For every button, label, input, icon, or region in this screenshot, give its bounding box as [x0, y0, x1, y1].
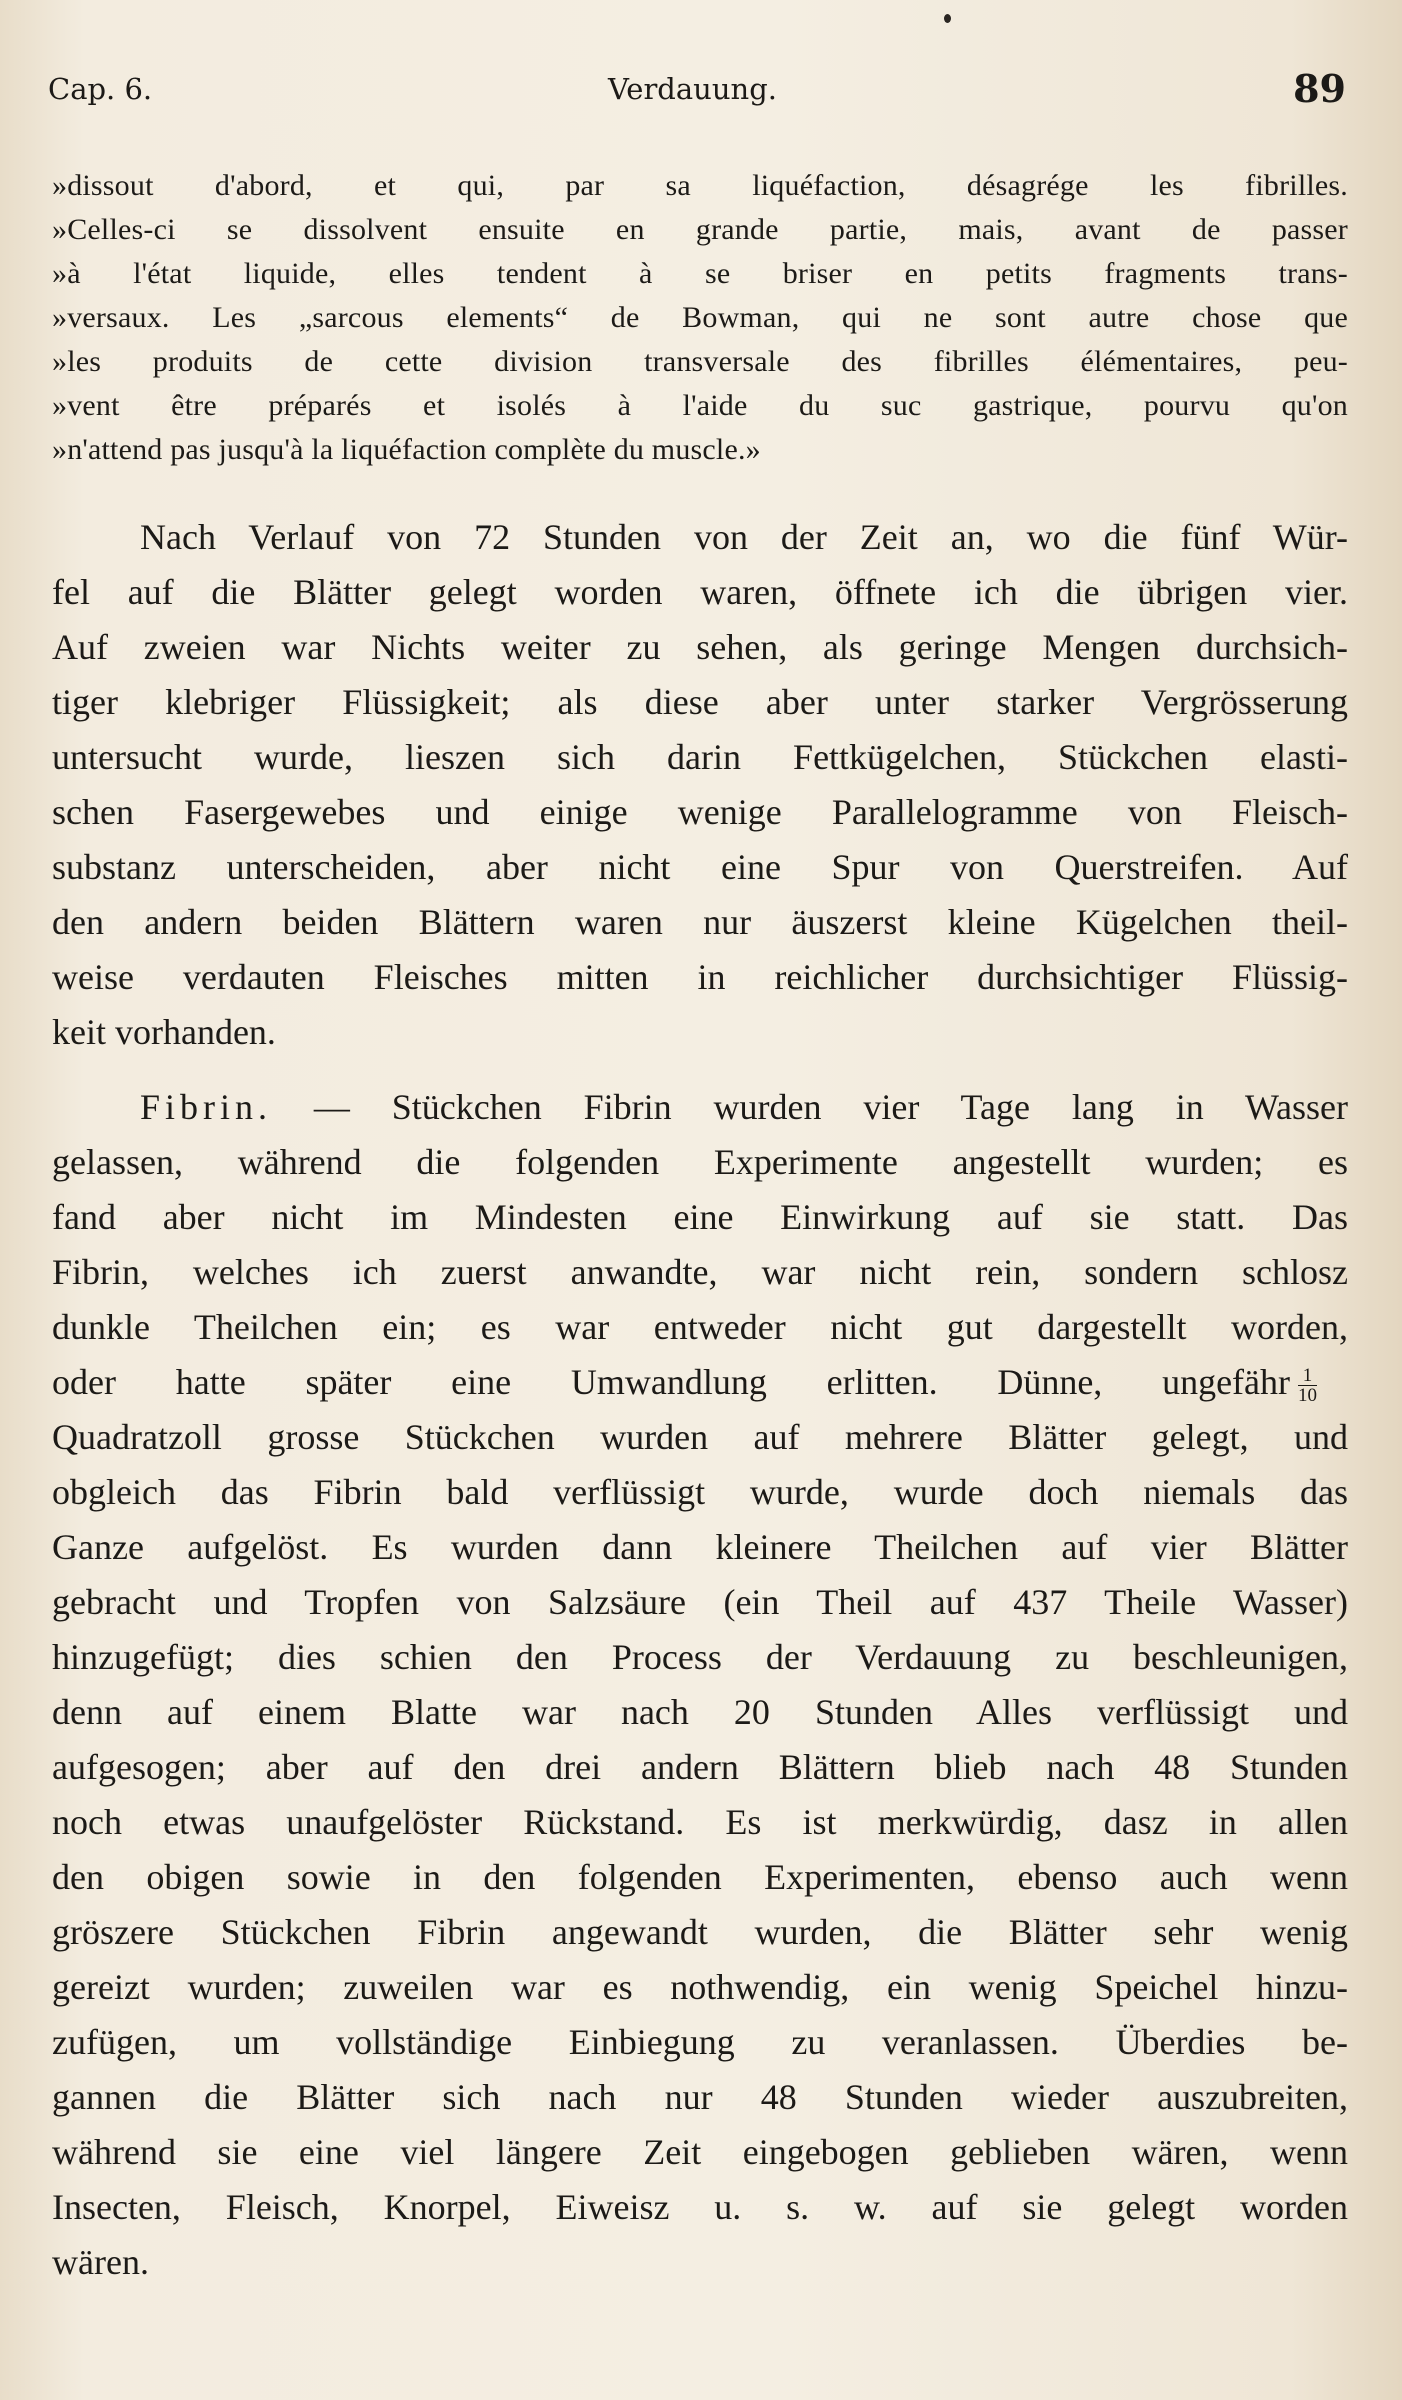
- quote-line: »Celles-ci se dissolvent ensuite en grande partie, mais, avant de passer: [52, 213, 1348, 246]
- text-line: aufgesogen; aber auf den drei andern Blättern blieb nach 48 Stunden: [52, 1747, 1348, 1787]
- fraction-numerator: 1: [1298, 1366, 1317, 1386]
- text-line: schen Fasergewebes und einige wenige Parallelogramme von Fleisch-: [52, 792, 1348, 832]
- fraction-denominator: 10: [1298, 1385, 1317, 1407]
- text-line: denn auf einem Blatte war nach 20 Stunden Alles verflüssigt und: [52, 1692, 1348, 1732]
- text-line: gereizt wurden; zuweilen war es nothwendig, ein wenig Speichel hinzu-: [52, 1967, 1348, 2007]
- text-line: substanz unterscheiden, aber nicht eine Spur von Querstreifen. Auf: [52, 847, 1348, 887]
- text-line: keit vorhanden.: [52, 1012, 276, 1052]
- text-line: dunkle Theilchen ein; es war entweder nicht gut dargestellt worden,: [52, 1307, 1348, 1347]
- text-line: Fibrin, welches ich zuerst anwandte, war nicht rein, sondern schlosz: [52, 1252, 1348, 1292]
- text-line: Ganze aufgelöst. Es wurden dann kleinere Theilchen auf vier Blätter: [52, 1527, 1348, 1567]
- text-line: Insecten, Fleisch, Knorpel, Eiweisz u. s. w. auf sie gelegt worden: [52, 2187, 1348, 2227]
- text-line: [140, 1082, 1348, 1132]
- text-line: gelassen, während die folgenden Experimente angestellt wurden; es: [52, 1142, 1348, 1182]
- text-line: untersucht wurde, lieszen sich darin Fettkügelchen, Stückchen elasti-: [52, 737, 1348, 777]
- text-line: gebracht und Tropfen von Salzsäure (ein Theil auf 437 Theile Wasser): [52, 1582, 1348, 1622]
- text-line: zufügen, um vollständige Einbiegung zu veranlassen. Überdies be-: [52, 2022, 1348, 2062]
- chapter-label: Cap. 6.: [48, 72, 153, 106]
- text-line: [52, 1357, 1348, 1407]
- quote-line: »les produits de cette division transversale des fibrilles élémentaires, peu-: [52, 345, 1348, 378]
- text-line: weise verdauten Fleisches mitten in reichlicher durchsichtiger Flüssig-: [52, 957, 1348, 997]
- ink-speck: [944, 14, 951, 23]
- text-line-continuation: — Stückchen Fibrin wurden vier Tage lang in Wasser: [313, 1087, 1348, 1127]
- text-line: noch etwas unaufgelöster Rückstand. Es ist merkwürdig, dasz in allen: [52, 1802, 1348, 1842]
- text-line: Nach Verlauf von 72 Stunden von der Zeit an, wo die fünf Wür-: [140, 517, 1348, 557]
- text-line: den obigen sowie in den folgenden Experimenten, ebenso auch wenn: [52, 1857, 1348, 1897]
- text-line: gröszere Stückchen Fibrin angewandt wurden, die Blätter sehr wenig: [52, 1912, 1348, 1952]
- text-line: gannen die Blätter sich nach nur 48 Stunden wieder auszubreiten,: [52, 2077, 1348, 2117]
- quote-line: »versaux. Les „sarcous elements“ de Bowman, qui ne sont autre chose que: [52, 301, 1348, 334]
- fraction: [1298, 1366, 1317, 1405]
- section-lead-fibrin: Fibrin.: [140, 1087, 273, 1127]
- text-line: fand aber nicht im Mindesten eine Einwirkung auf sie statt. Das: [52, 1197, 1348, 1237]
- text-line: hinzugefügt; dies schien den Process der Verdauung zu beschleunigen,: [52, 1637, 1348, 1677]
- quote-line: »à l'état liquide, elles tendent à se briser en petits fragments trans-: [52, 257, 1348, 290]
- running-title: Verdauung.: [608, 72, 777, 106]
- quote-line: »dissout d'abord, et qui, par sa liquéfaction, désagrége les fibrilles.: [52, 169, 1348, 202]
- text-line: Quadratzoll grosse Stückchen wurden auf mehrere Blätter gelegt, und: [52, 1417, 1348, 1457]
- text-line: tiger klebriger Flüssigkeit; als diese aber unter starker Vergrösserung: [52, 682, 1348, 722]
- text-line: während sie eine viel längere Zeit eingebogen geblieben wären, wenn: [52, 2132, 1348, 2172]
- text-line: Auf zweien war Nichts weiter zu sehen, als geringe Mengen durchsich-: [52, 627, 1348, 667]
- running-head: [48, 66, 1346, 116]
- text-line: den andern beiden Blättern waren nur äuszerst kleine Kügelchen theil-: [52, 902, 1348, 942]
- quote-line: »vent être préparés et isolés à l'aide du suc gastrique, pourvu qu'on: [52, 389, 1348, 422]
- text-line: obgleich das Fibrin bald verflüssigt wurde, wurde doch niemals das: [52, 1472, 1348, 1512]
- quote-line: »n'attend pas jusqu'à la liquéfaction complète du muscle.»: [52, 433, 761, 466]
- text-line: wären.: [52, 2242, 149, 2282]
- text-line-with-fraction: oder hatte später eine Umwandlung erlitten. Dünne, ungefähr: [52, 1362, 1290, 1402]
- page-number: 89: [1293, 66, 1346, 111]
- text-line: fel auf die Blätter gelegt worden waren, öffnete ich die übrigen vier.: [52, 572, 1348, 612]
